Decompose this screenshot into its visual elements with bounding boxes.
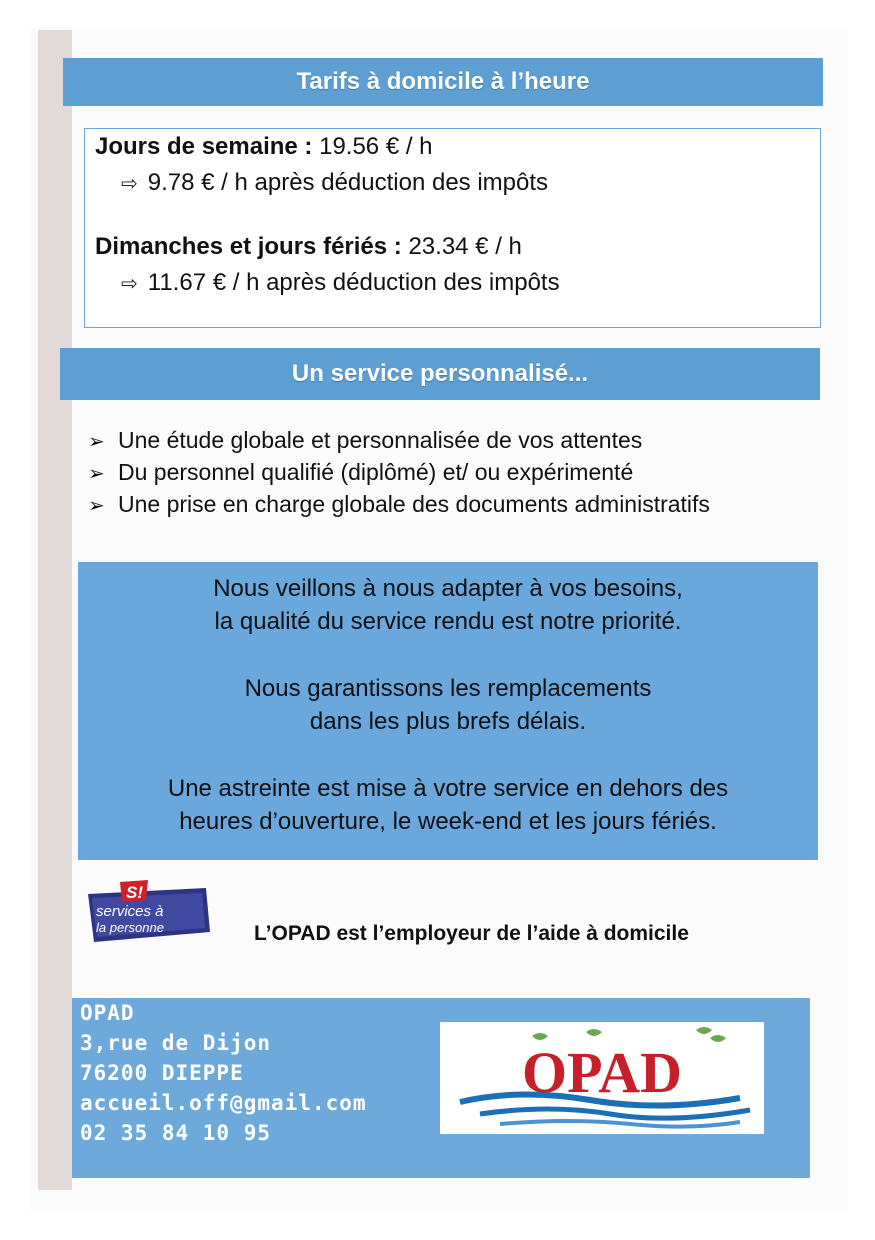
chevron-right-icon: ➢ xyxy=(88,463,105,485)
sap-line1: services à xyxy=(96,903,164,920)
holiday-after-tax-text: 11.67 € / h après déduction des impôts xyxy=(147,269,560,296)
sap-badge-text: S! xyxy=(126,883,143,902)
opad-logo xyxy=(440,1022,764,1134)
address-block xyxy=(80,998,367,1148)
service-list xyxy=(88,424,848,520)
list-item xyxy=(88,424,848,456)
tarifs-box xyxy=(84,128,821,328)
promise-line: Nous veillons à nous adapter à vos besoins, xyxy=(213,575,683,602)
weekday-rate xyxy=(95,133,433,161)
chevron-right-icon: ➢ xyxy=(88,495,105,517)
chevron-right-icon: ➢ xyxy=(88,431,105,453)
holiday-rate xyxy=(95,233,522,261)
tarifs-heading: Tarifs à domicile à l’heure xyxy=(63,58,823,106)
weekday-after-tax xyxy=(121,169,548,197)
contact-footer xyxy=(72,998,810,1178)
phone: 02 35 84 10 95 xyxy=(80,1121,272,1145)
city: 76200 DIEPPE xyxy=(80,1061,244,1085)
sap-line2: la personne xyxy=(96,920,164,935)
opad-logo-text: OPAD xyxy=(521,1040,683,1105)
org-name: OPAD xyxy=(80,1001,135,1025)
list-item-text: Une prise en charge globale des documents administratifs xyxy=(118,491,710,517)
promise-line: Nous garantissons les remplacements xyxy=(244,675,652,702)
holiday-price: 23.34 € / h xyxy=(408,233,522,260)
service-heading: Un service personnalisé... xyxy=(60,348,820,400)
email: accueil.off@gmail.com xyxy=(80,1091,367,1115)
margin-strip xyxy=(38,30,72,1190)
leaf-icon xyxy=(696,1027,712,1034)
promise-line: heures d’ouverture, le week-end et les jours fériés. xyxy=(179,808,717,835)
promise-line: la qualité du service rendu est notre priorité. xyxy=(214,608,682,635)
promise-box xyxy=(78,562,818,860)
list-item-text: Une étude globale et personnalisée de vos attentes xyxy=(118,427,643,453)
holiday-after-tax xyxy=(121,269,560,297)
promise-paragraph xyxy=(78,572,818,638)
arrow-right-icon: ⇨ xyxy=(121,173,138,195)
weekday-after-tax-text: 9.78 € / h après déduction des impôts xyxy=(147,169,549,196)
employer-statement: L’OPAD est l’employeur de l’aide à domicile xyxy=(254,922,689,945)
leaf-icon xyxy=(532,1033,548,1040)
promise-line: dans les plus brefs délais. xyxy=(309,708,587,735)
list-item xyxy=(88,456,848,488)
street: 3,rue de Dijon xyxy=(80,1031,272,1055)
services-a-la-personne-logo xyxy=(82,880,212,948)
list-item-text: Du personnel qualifié (diplômé) et/ ou expérimenté xyxy=(118,459,634,485)
weekday-price: 19.56 € / h xyxy=(319,133,433,160)
holiday-label: Dimanches et jours fériés : xyxy=(95,233,402,260)
promise-paragraph xyxy=(78,772,818,838)
leaf-icon xyxy=(586,1029,602,1036)
leaf-icon xyxy=(710,1035,726,1042)
promise-line: Une astreinte est mise à votre service en dehors des xyxy=(167,775,729,802)
arrow-right-icon: ⇨ xyxy=(121,273,138,295)
list-item xyxy=(88,488,848,520)
weekday-label: Jours de semaine : xyxy=(95,133,313,160)
promise-paragraph xyxy=(78,672,818,738)
